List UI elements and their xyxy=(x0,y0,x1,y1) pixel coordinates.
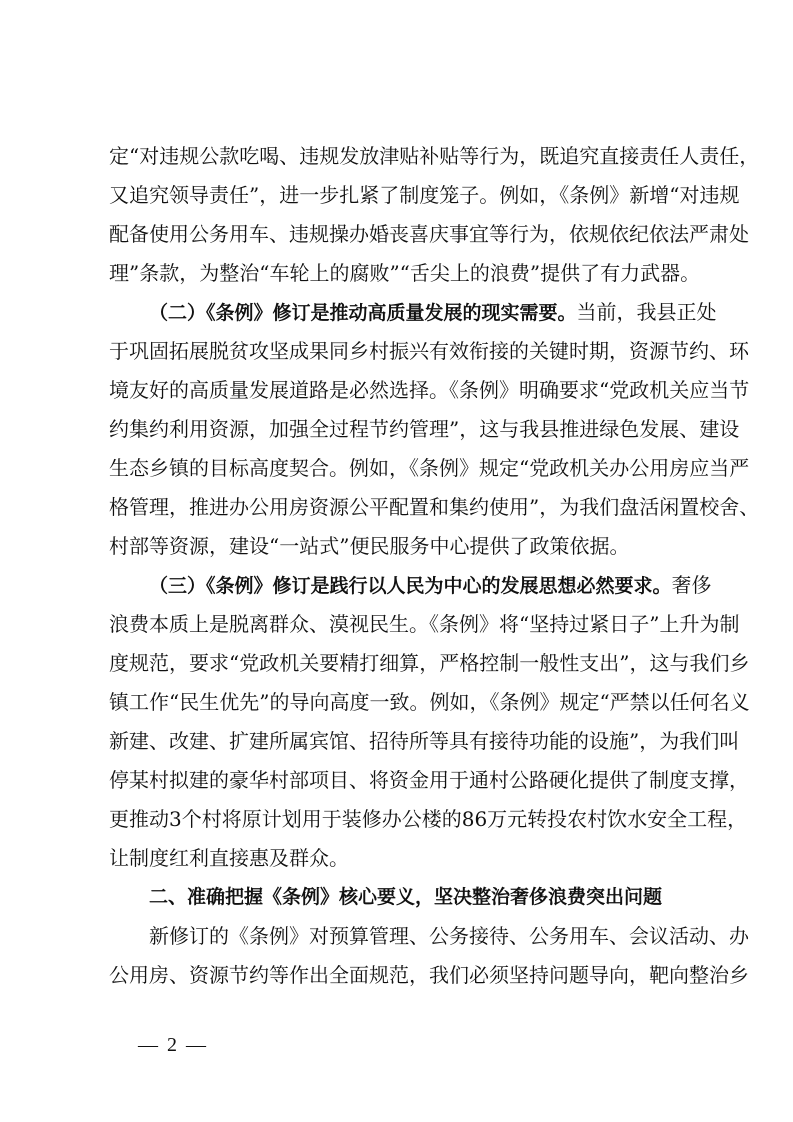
text-line: 让制度红利直接惠及群众。 xyxy=(109,846,349,870)
text-line: 新修订的《条例》对预算管理、公务接待、公务用车、会议活动、办 xyxy=(149,924,749,948)
text-line: 定“对违规公款吃喝、违规发放津贴补贴等行为，既追究直接责任人责任， xyxy=(109,144,760,168)
text-run: 当前，我县正处 xyxy=(576,300,717,324)
text-line: 配备使用公务用车、违规操办婚丧喜庆事宜等行为，依规依纪依法严肃处 xyxy=(109,222,749,246)
text-line: 浪费本质上是脱离群众、漠视民生。《条例》将“坚持过紧日子”上升为制 xyxy=(109,612,740,636)
text-line: 公用房、资源节约等作出全面规范，我们必须坚持问题导向，靶向整治乡 xyxy=(109,963,749,987)
text-line: 村部等资源，建设“一站式”便民服务中心提供了政策依据。 xyxy=(109,534,630,558)
text-line: 停某村拟建的豪华村部项目、将资金用于通村公路硬化提供了制度支撑， xyxy=(109,768,749,792)
section-heading: 二、准确把握《条例》核心要义，坚决整治奢侈浪费突出问题 xyxy=(149,886,663,908)
text-line: 理”条款，为整治“车轮上的腐败”“舌尖上的浪费”提供了有力武器。 xyxy=(109,261,701,285)
text-line: 度规范，要求“党政机关要精打细算，严格控制一般性支出”，这与我们乡 xyxy=(109,651,750,675)
text-line: 更推动3个村将原计划用于装修办公楼的86万元转投农村饮水安全工程， xyxy=(109,807,748,831)
body-text xyxy=(109,137,760,995)
subsection-heading-3: （三）《条例》修订是践行以人民为中心的发展思想必然要求。 xyxy=(149,575,672,597)
subsection-heading-line xyxy=(109,566,712,605)
text-line: 生态乡镇的目标高度契合。例如，《条例》规定“党政机关办公用房应当严 xyxy=(109,456,750,480)
text-line: 镇工作“民生优先”的导向高度一致。例如，《条例》规定“严禁以任何名义 xyxy=(109,690,750,714)
text-line: 境友好的高质量发展道路是必然选择。《条例》明确要求“党政机关应当节 xyxy=(109,378,750,402)
text-line: 新建、改建、扩建所属宾馆、招待所等具有接待功能的设施”，为我们叫 xyxy=(109,729,740,753)
text-line: 格管理，推进办公用房资源公平配置和集约使用”，为我们盘活闲置校舍、 xyxy=(109,495,760,519)
text-run: 奢侈 xyxy=(671,573,712,597)
text-line: 约集约利用资源，加强全过程节约管理”，这与我县推进绿色发展、建设 xyxy=(109,417,740,441)
text-line: 于巩固拓展脱贫攻坚成果同乡村振兴有效衔接的关键时期，资源节约、环 xyxy=(109,339,749,363)
subsection-heading-2: （二）《条例》修订是推动高质量发展的现实需要。 xyxy=(149,302,577,324)
text-line: 又追究领导责任”，进一步扎紧了制度笼子。例如，《条例》新增“对违规 xyxy=(109,183,740,207)
subsection-heading-line xyxy=(109,293,717,332)
page-number: — 2 — xyxy=(138,1034,208,1056)
